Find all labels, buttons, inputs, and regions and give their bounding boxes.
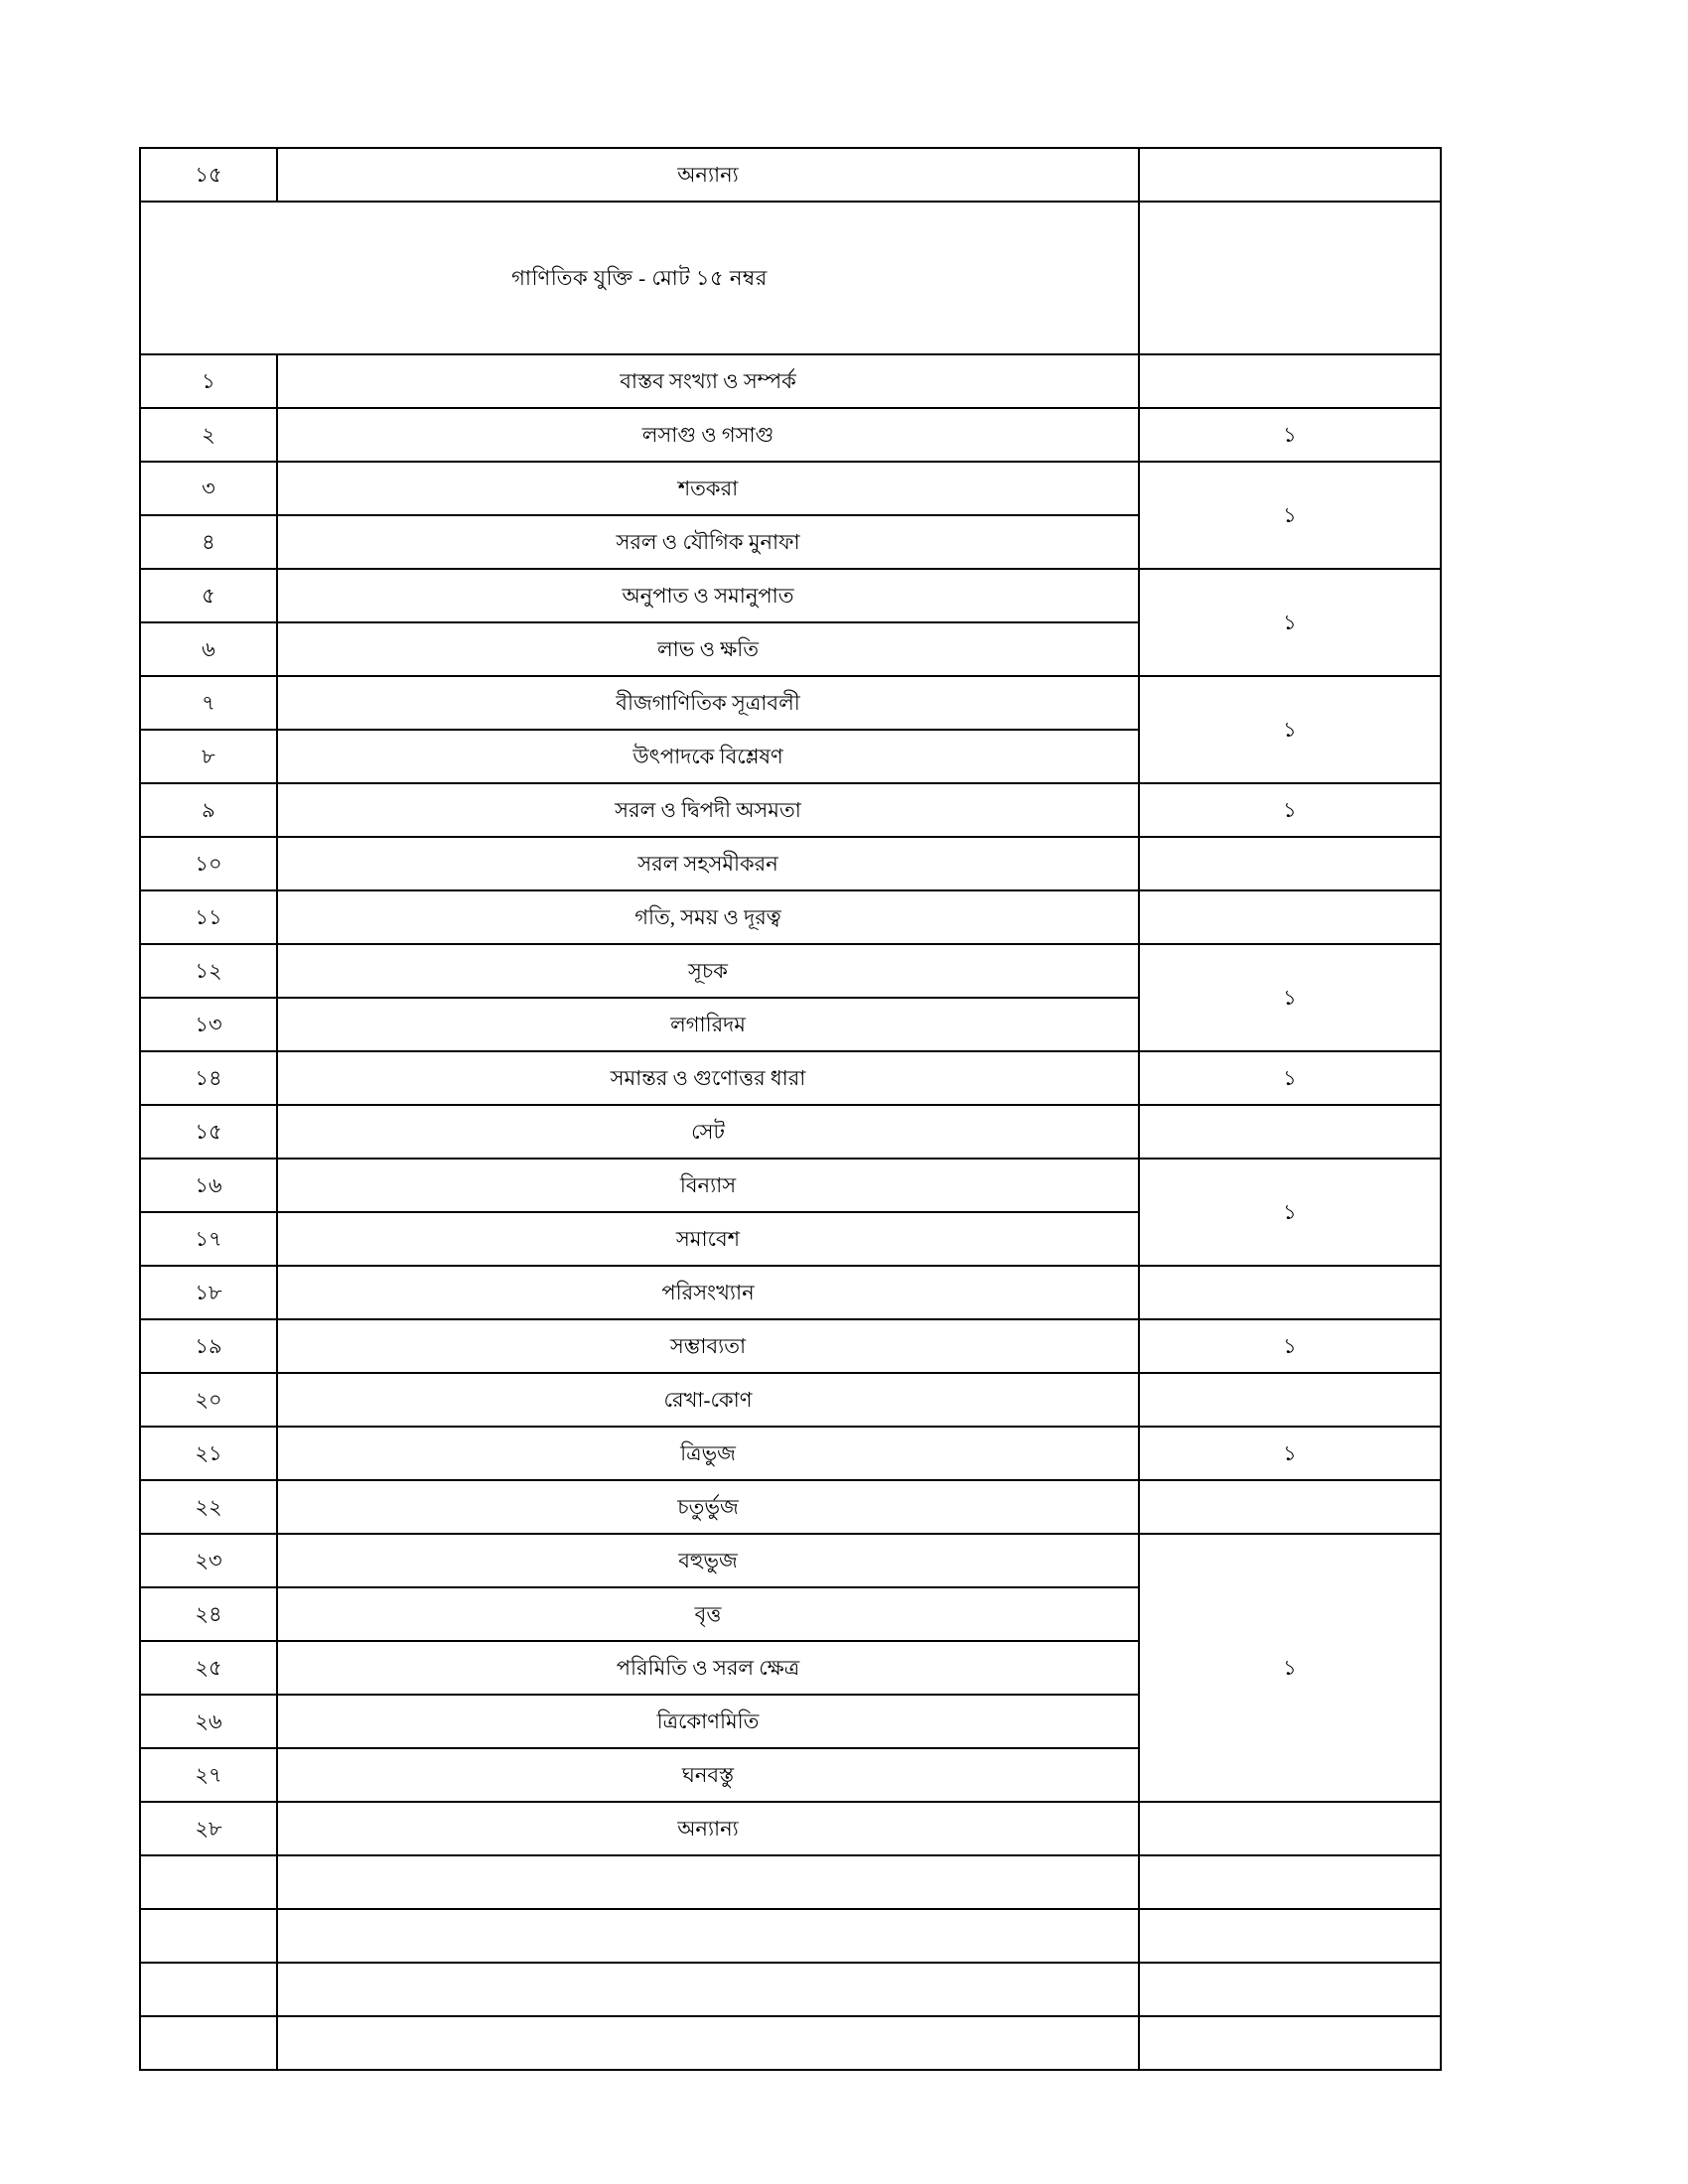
row-topic <box>277 354 1139 408</box>
row-marks <box>1139 1909 1441 1963</box>
row-serial-text: ১৫ <box>195 162 222 187</box>
row-topic <box>277 1212 1139 1266</box>
row-topic-text: লাভ ও ক্ষতি <box>656 636 760 661</box>
row-topic-text: লগারিদম <box>670 1012 746 1036</box>
row-serial-text: ৮ <box>202 744 215 768</box>
row-topic-text: সরল ও যৌগিক মুনাফা <box>616 529 800 554</box>
row-topic <box>277 569 1139 622</box>
row-serial <box>140 1695 277 1748</box>
row-topic <box>277 515 1139 569</box>
row-serial-text: ২৬ <box>195 1708 222 1733</box>
row-marks <box>1139 1480 1441 1534</box>
row-marks-text: ১ <box>1283 1655 1297 1680</box>
row-topic <box>277 1963 1139 2016</box>
row-serial <box>140 837 277 890</box>
row-topic <box>277 1159 1139 1212</box>
topic-table-wrapper <box>139 147 1440 2071</box>
row-serial <box>140 1212 277 1266</box>
row-serial <box>140 998 277 1051</box>
row-topic <box>277 676 1139 730</box>
topic-table <box>139 147 1442 2071</box>
row-marks <box>1139 2016 1441 2070</box>
table-row <box>140 1802 1441 1855</box>
row-serial-text: ১৩ <box>195 1012 222 1036</box>
row-marks <box>1139 462 1441 569</box>
row-marks <box>1139 354 1441 408</box>
row-marks-text: ১ <box>1283 1440 1297 1465</box>
row-marks <box>1139 1373 1441 1427</box>
row-topic <box>277 1802 1139 1855</box>
row-topic-text: অন্যান্য <box>677 162 739 187</box>
row-topic-text: বিন্যাস <box>679 1172 737 1197</box>
row-topic-text: সমান্তর ও গুণোত্তর ধারা <box>610 1065 806 1090</box>
row-topic <box>277 1266 1139 1319</box>
row-marks-text: ১ <box>1283 985 1297 1010</box>
row-marks <box>1139 944 1441 1051</box>
row-marks <box>1139 676 1441 783</box>
row-serial-text: ২১ <box>195 1440 222 1465</box>
row-topic-text: সরল ও দ্বিপদী অসমতা <box>615 797 801 822</box>
table-row <box>140 354 1441 408</box>
row-serial-text: ১৪ <box>195 1065 222 1090</box>
row-topic <box>277 1480 1139 1534</box>
topic-table-body <box>140 148 1441 2070</box>
row-serial-text: ২৭ <box>195 1762 222 1787</box>
table-row <box>140 1480 1441 1534</box>
row-marks-text: ১ <box>1283 1199 1297 1224</box>
row-marks <box>1139 569 1441 676</box>
row-topic-text: লসাগু ও গসাগু <box>641 422 774 447</box>
row-serial-text: ১৮ <box>195 1280 222 1304</box>
row-topic <box>277 1855 1139 1909</box>
row-topic-text: গতি, সময় ও দূরত্ব <box>634 904 781 929</box>
row-topic <box>277 1695 1139 1748</box>
table-row <box>140 569 1441 622</box>
row-marks-text: ১ <box>1283 797 1297 822</box>
row-topic <box>277 944 1139 998</box>
row-topic <box>277 622 1139 676</box>
row-serial <box>140 1427 277 1480</box>
row-marks <box>1139 783 1441 837</box>
row-serial-text: ২৮ <box>195 1816 222 1841</box>
row-serial-text: ১৬ <box>195 1172 222 1197</box>
row-serial <box>140 1105 277 1159</box>
row-topic <box>277 148 1139 202</box>
table-row <box>140 890 1441 944</box>
row-serial-text: ৬ <box>202 636 215 661</box>
row-serial-text: ২৪ <box>195 1601 222 1626</box>
row-marks <box>1139 1319 1441 1373</box>
row-serial <box>140 1963 277 2016</box>
row-topic <box>277 1105 1139 1159</box>
table-row <box>140 1105 1441 1159</box>
table-row <box>140 944 1441 998</box>
table-row <box>140 676 1441 730</box>
row-serial <box>140 1802 277 1855</box>
row-serial-text: ১২ <box>195 958 222 983</box>
row-serial <box>140 1159 277 1212</box>
row-serial <box>140 944 277 998</box>
table-row <box>140 462 1441 515</box>
section-heading-row <box>140 202 1441 354</box>
row-serial <box>140 730 277 783</box>
row-serial <box>140 1909 277 1963</box>
row-topic <box>277 2016 1139 2070</box>
table-row <box>140 1319 1441 1373</box>
row-serial <box>140 1534 277 1587</box>
row-topic-text: সরল সহসমীকরন <box>637 851 778 876</box>
row-serial <box>140 676 277 730</box>
row-marks <box>1139 408 1441 462</box>
table-row-empty <box>140 1909 1441 1963</box>
row-serial <box>140 2016 277 2070</box>
row-topic-text: সম্ভাব্যতা <box>669 1333 747 1358</box>
row-serial-text: ১০ <box>195 851 222 876</box>
row-topic <box>277 890 1139 944</box>
row-marks <box>1139 1159 1441 1266</box>
table-row <box>140 783 1441 837</box>
table-row <box>140 1266 1441 1319</box>
row-serial <box>140 569 277 622</box>
row-serial <box>140 462 277 515</box>
row-serial <box>140 515 277 569</box>
row-topic-text: চতুর্ভুজ <box>677 1494 739 1519</box>
row-serial-text: ১৭ <box>195 1226 222 1251</box>
row-serial-text: ৩ <box>202 476 215 500</box>
row-topic <box>277 1534 1139 1587</box>
row-marks-text: ১ <box>1283 502 1297 527</box>
row-serial <box>140 408 277 462</box>
row-marks <box>1139 1266 1441 1319</box>
section-heading-text: গাণিতিক যুক্তি - মোট ১৫ নম্বর <box>511 265 768 290</box>
row-topic <box>277 1319 1139 1373</box>
row-serial <box>140 1319 277 1373</box>
row-serial <box>140 890 277 944</box>
row-topic-text: পরিসংখ্যান <box>661 1280 755 1304</box>
row-marks-text: ১ <box>1283 1065 1297 1090</box>
row-topic <box>277 1641 1139 1695</box>
row-topic-text: বীজগাণিতিক সূত্রাবলী <box>616 690 800 715</box>
row-topic-text: বহুভুজ <box>678 1548 738 1572</box>
row-topic-text: বৃত্ত <box>694 1601 722 1626</box>
row-topic-text: সমাবেশ <box>675 1226 741 1251</box>
row-marks-text: ১ <box>1283 717 1297 742</box>
row-marks <box>1139 1802 1441 1855</box>
row-topic-text: শতকরা <box>677 476 739 500</box>
row-topic-text: অনুপাত ও সমানুপাত <box>622 583 794 608</box>
row-serial <box>140 354 277 408</box>
row-marks <box>1139 890 1441 944</box>
row-serial-text: ২৩ <box>195 1548 222 1572</box>
table-row <box>140 148 1441 202</box>
row-serial <box>140 1855 277 1909</box>
row-topic-text: ত্রিকোণমিতি <box>656 1708 760 1733</box>
row-topic <box>277 1909 1139 1963</box>
row-marks <box>1139 1963 1441 2016</box>
row-marks <box>1139 148 1441 202</box>
table-row-empty <box>140 2016 1441 2070</box>
row-serial <box>140 1266 277 1319</box>
row-marks <box>1139 837 1441 890</box>
row-serial <box>140 622 277 676</box>
row-marks <box>1139 1105 1441 1159</box>
row-topic-text: রেখা-কোণ <box>663 1387 753 1412</box>
table-row <box>140 408 1441 462</box>
row-marks-text: ১ <box>1283 1333 1297 1358</box>
section-heading-marks <box>1139 202 1441 354</box>
row-serial-text: ১ <box>202 368 215 393</box>
row-serial-text: ২০ <box>195 1387 222 1412</box>
table-row <box>140 1427 1441 1480</box>
table-row <box>140 1051 1441 1105</box>
row-serial-text: ২ <box>202 422 215 447</box>
section-heading <box>140 202 1139 354</box>
row-topic <box>277 1373 1139 1427</box>
table-row-empty <box>140 1963 1441 2016</box>
row-topic <box>277 783 1139 837</box>
row-serial-text: ২৫ <box>195 1655 222 1680</box>
row-marks-text: ১ <box>1283 610 1297 634</box>
row-marks-text: ১ <box>1283 422 1297 447</box>
row-serial-text: ৪ <box>202 529 215 554</box>
row-serial-text: ৯ <box>202 797 215 822</box>
row-topic <box>277 1748 1139 1802</box>
row-topic-text: উৎপাদকে বিশ্লেষণ <box>633 744 783 768</box>
row-topic-text: সূচক <box>688 958 728 983</box>
row-serial-text: ৭ <box>202 690 215 715</box>
row-marks <box>1139 1427 1441 1480</box>
row-topic-text: বাস্তব সংখ্যা ও সম্পর্ক <box>620 368 796 393</box>
row-topic <box>277 1051 1139 1105</box>
row-topic <box>277 837 1139 890</box>
row-serial <box>140 1373 277 1427</box>
row-topic-text: ঘনবস্তু <box>681 1762 735 1787</box>
row-topic <box>277 998 1139 1051</box>
row-topic-text: পরিমিতি ও সরল ক্ষেত্র <box>616 1655 800 1680</box>
row-serial <box>140 148 277 202</box>
row-topic <box>277 462 1139 515</box>
row-topic-text: সেট <box>691 1119 725 1144</box>
row-marks <box>1139 1855 1441 1909</box>
row-topic <box>277 408 1139 462</box>
row-serial <box>140 1587 277 1641</box>
row-serial-text: ১১ <box>195 904 222 929</box>
row-serial-text: ১৫ <box>195 1119 222 1144</box>
table-row <box>140 1534 1441 1587</box>
row-serial-text: ২২ <box>195 1494 222 1519</box>
row-marks <box>1139 1534 1441 1802</box>
row-serial <box>140 1480 277 1534</box>
table-row <box>140 837 1441 890</box>
table-row <box>140 1373 1441 1427</box>
row-serial-text: ১৯ <box>195 1333 222 1358</box>
row-serial <box>140 1641 277 1695</box>
row-topic <box>277 730 1139 783</box>
row-marks <box>1139 1051 1441 1105</box>
row-topic-text: ত্রিভুজ <box>680 1440 736 1465</box>
row-topic <box>277 1587 1139 1641</box>
row-serial <box>140 1051 277 1105</box>
row-serial <box>140 1748 277 1802</box>
row-serial <box>140 783 277 837</box>
table-row <box>140 1159 1441 1212</box>
row-topic <box>277 1427 1139 1480</box>
row-topic-text: অন্যান্য <box>677 1816 739 1841</box>
table-row-empty <box>140 1855 1441 1909</box>
row-serial-text: ৫ <box>202 583 215 608</box>
